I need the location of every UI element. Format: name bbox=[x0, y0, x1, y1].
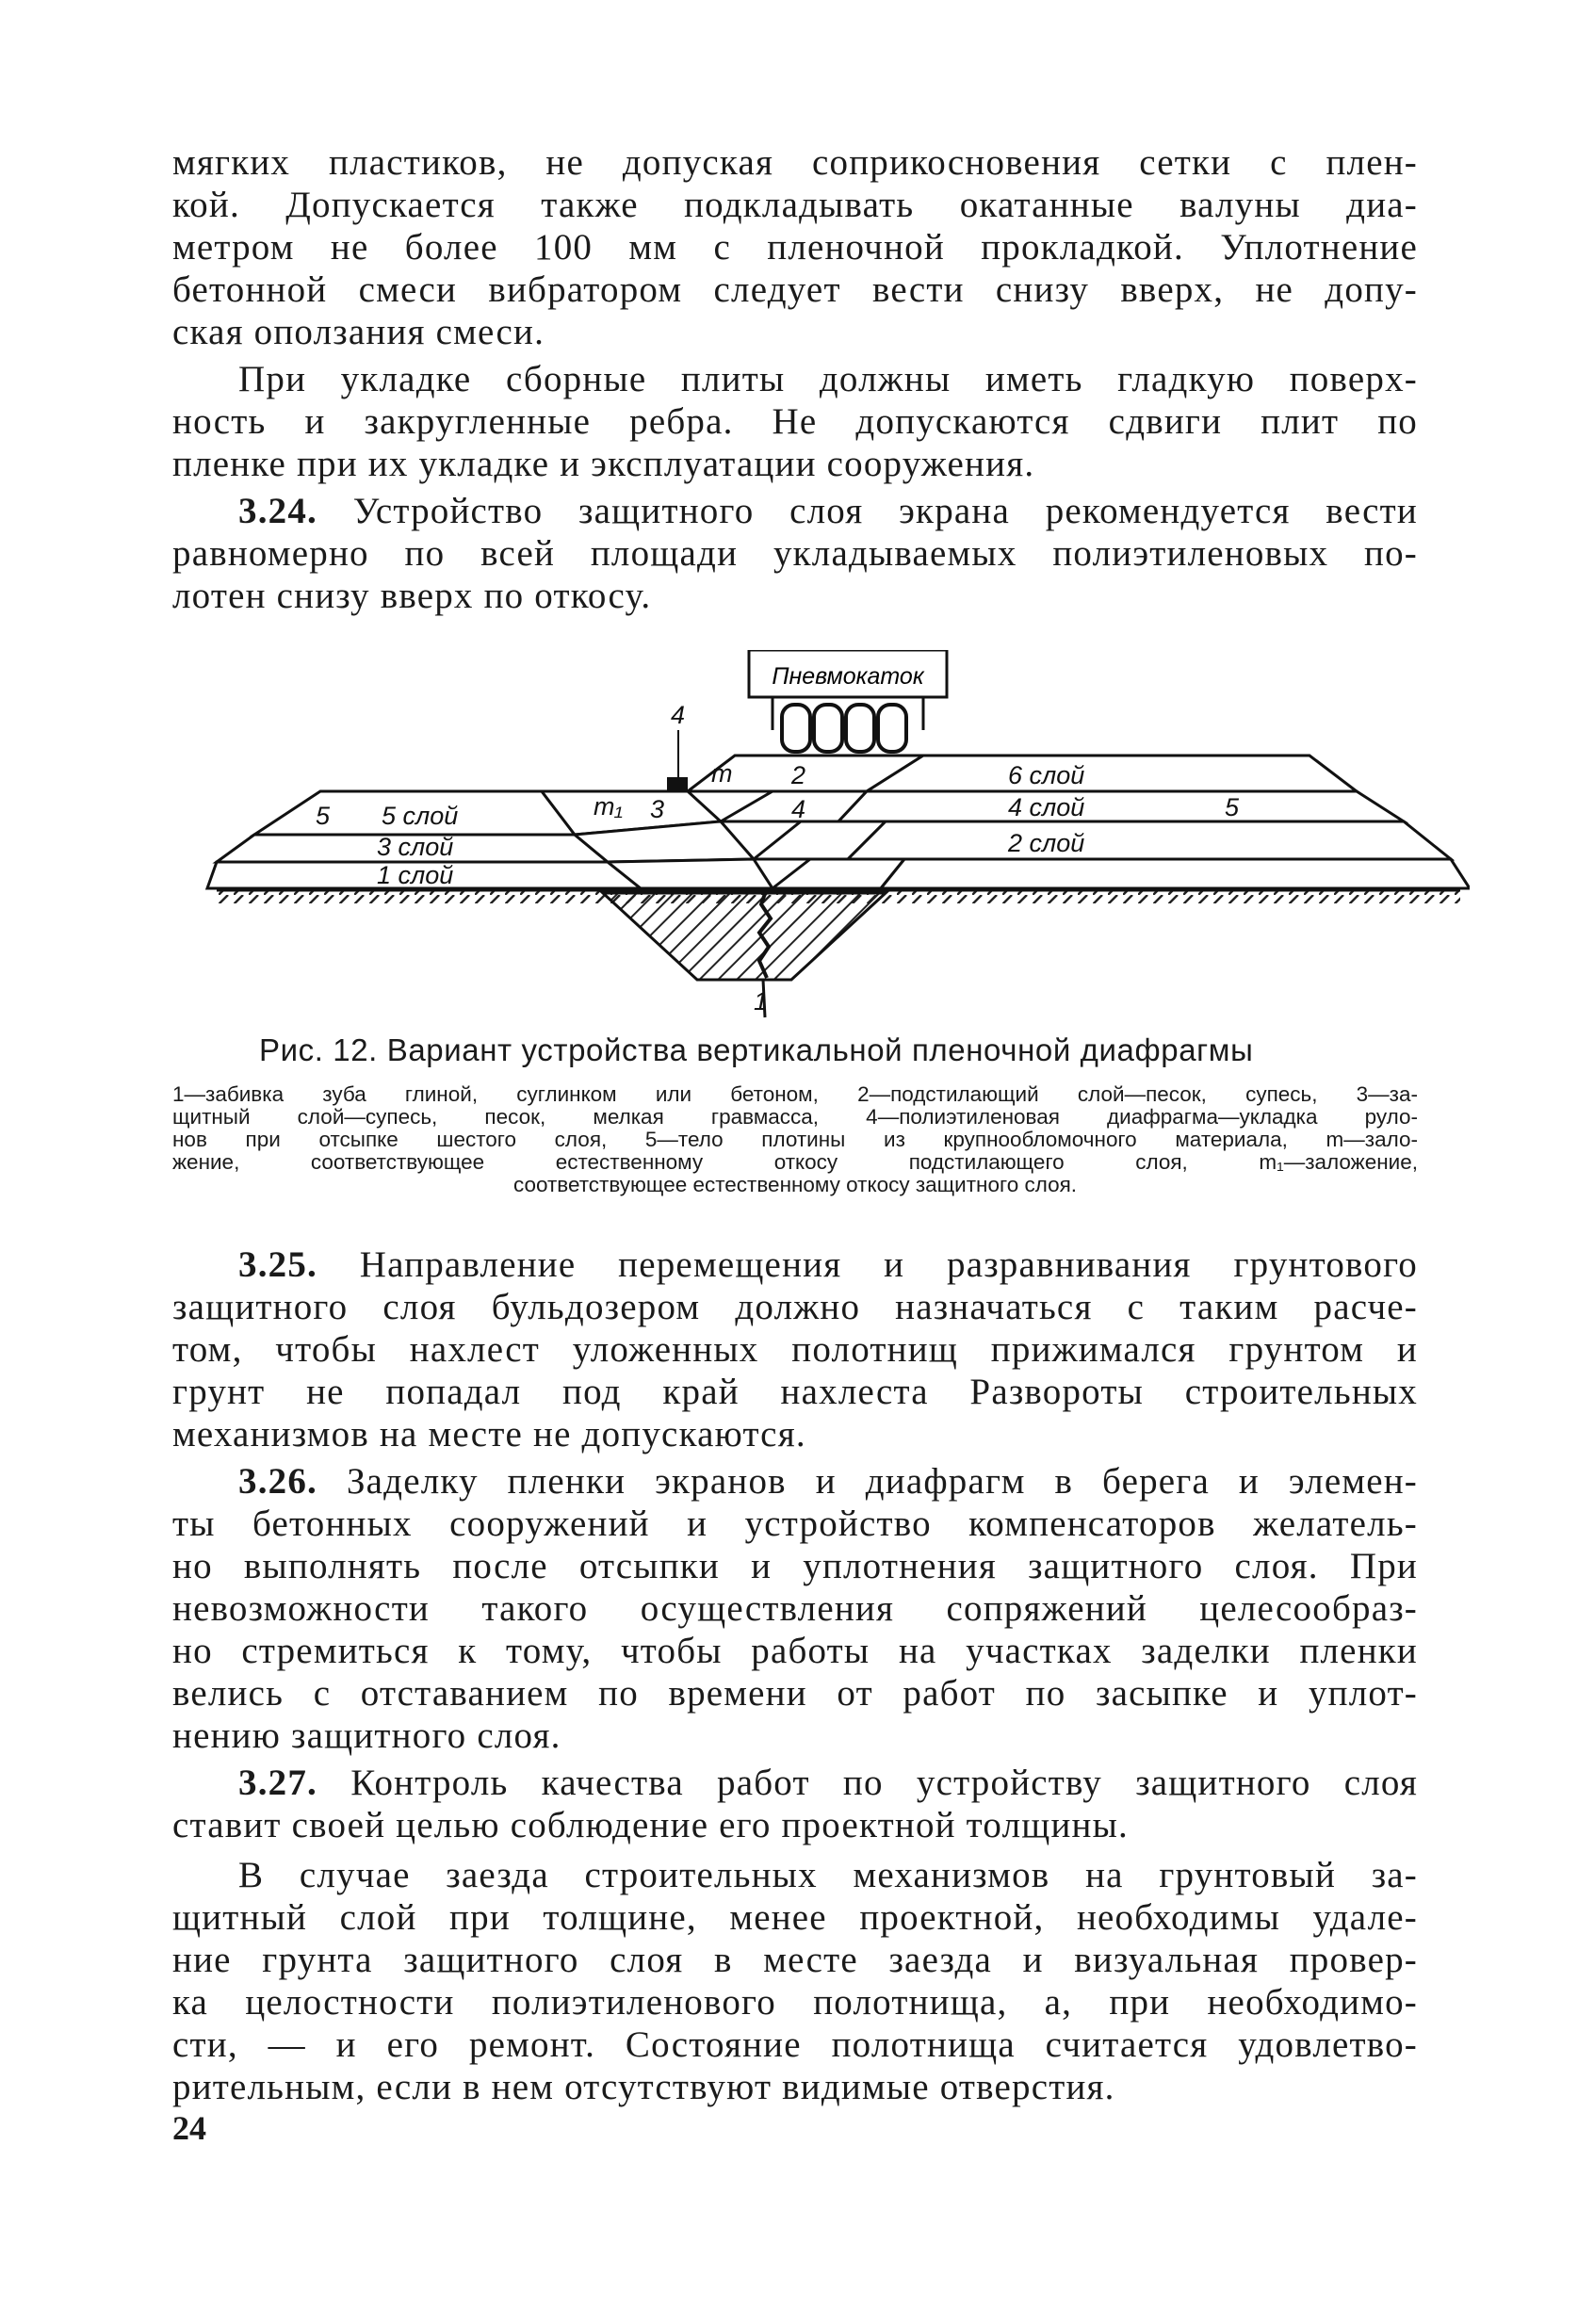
text-line: Направление перемещения и разравнивания грунтового bbox=[359, 1244, 1419, 1285]
label-3: 3 bbox=[650, 795, 665, 823]
text-line: грунт не попадал под край нахлеста Развороты строительных bbox=[172, 1372, 1418, 1412]
text-line: невозможности такого осуществления сопряжений целесообраз- bbox=[172, 1588, 1418, 1629]
section-number: 3.26. bbox=[238, 1461, 317, 1502]
text-line: При укладке сборные плиты должны иметь гладкую поверх- bbox=[238, 359, 1418, 399]
text-line: ка целостности полиэтиленового полотнища, а, при необходимо- bbox=[172, 1982, 1418, 2023]
diagram-vertical-film-diaphragm bbox=[188, 650, 1470, 1027]
figure-caption-title: Рис. 12. Вариант устройства вертикальной пленочной диафрагмы bbox=[259, 1032, 1254, 1067]
section-number: 3.24. bbox=[238, 491, 317, 531]
label-layer-6: 6 слой bbox=[1008, 761, 1085, 789]
label-layer-5: 5 слой bbox=[382, 802, 459, 830]
text-line: механизмов на месте не допускаются. bbox=[172, 1414, 806, 1455]
text-line: метром не более 100 мм с пленочной прокладкой. Уплотнение bbox=[172, 227, 1418, 268]
section-3-26 bbox=[172, 1460, 1418, 1757]
text-line: равномерно по всей площади укладываемых полиэтиленовых по- bbox=[172, 533, 1418, 574]
label-layer-3: 3 слой bbox=[377, 833, 454, 861]
text-line: защитного слоя бульдозером должно назначаться с таким расче- bbox=[172, 1287, 1418, 1327]
text-line: но выполнять после отсыпки и уплотнения защитного слоя. При bbox=[172, 1546, 1418, 1586]
text-line: но стремиться к тому, чтобы работы на участках заделки пленки bbox=[172, 1631, 1418, 1671]
pneumatic-roller bbox=[749, 650, 947, 752]
label-layer-1: 1 слой bbox=[377, 861, 454, 889]
paragraph-plates bbox=[172, 358, 1418, 485]
paragraph-vehicle-entry bbox=[172, 1854, 1418, 2108]
caption-line: соответствующее естественному откосу защитного слоя. bbox=[512, 1173, 1078, 1196]
label-1: 1 bbox=[754, 987, 769, 1016]
section-number: 3.25. bbox=[238, 1244, 317, 1285]
text-line: том, чтобы нахлест уложенных полотнищ прижимался грунтом и bbox=[172, 1329, 1418, 1370]
label-4: 4 bbox=[671, 701, 686, 729]
caption-line: 1—забивка зуба глиной, суглинком или бетоном, 2—подстилающий слой—песок, супесь, 3—за- bbox=[172, 1082, 1418, 1106]
text-line: рительным, если в нем отсутствуют видимые отверстия. bbox=[172, 2067, 1115, 2107]
right-layers bbox=[838, 756, 1470, 888]
section-3-25 bbox=[172, 1243, 1418, 1455]
clay-tooth-trench bbox=[603, 893, 886, 980]
text-line: мягких пластиков, не допуская соприкосновения сетки с плен- bbox=[172, 142, 1418, 183]
text-line: ность и закругленные ребра. Не допускаются сдвиги плит по bbox=[172, 401, 1418, 442]
figure-caption-legend bbox=[172, 1083, 1418, 1196]
text-line: бетонной смеси вибратором следует вести снизу вверх, не допу- bbox=[172, 269, 1418, 310]
label-m1: m₁ bbox=[594, 792, 624, 821]
label-5-right: 5 bbox=[1225, 793, 1240, 821]
text-line: велись с отставанием по времени от работ по засыпке и уплот- bbox=[172, 1673, 1418, 1714]
caption-line: щитный слой—супесь, песок, мелкая гравмасса, 4—полиэтиленовая диафрагма—укладка руло- bbox=[172, 1105, 1418, 1129]
text-line: лотен снизу вверх по откосу. bbox=[172, 576, 652, 616]
paragraph-intro bbox=[172, 141, 1418, 353]
text-line: Контроль качества работ по устройству защитного слоя bbox=[350, 1763, 1419, 1803]
text-line: В случае заезда строительных механизмов на грунтовый за- bbox=[238, 1855, 1418, 1895]
section-number: 3.27. bbox=[238, 1763, 317, 1803]
section-3-27 bbox=[172, 1762, 1418, 1846]
page-number: 24 bbox=[172, 2109, 206, 2147]
text-line: ты бетонных сооружений и устройство компенсаторов желатель- bbox=[172, 1503, 1418, 1544]
label-4-inner: 4 bbox=[791, 795, 806, 823]
text-line: щитный слой при толщине, менее проектной, необходимы удале- bbox=[172, 1897, 1418, 1938]
label-m: m bbox=[711, 759, 733, 788]
section-3-24 bbox=[172, 490, 1418, 617]
caption-line: жение, соответствующее естественному откосу подстилающего слоя, m₁—заложение, bbox=[172, 1150, 1418, 1174]
text-line: пленке при их укладке и эксплуатации сооружения. bbox=[172, 444, 1035, 484]
caption-line: нов при отсыпке шестого слоя, 5—тело плотины из крупнообломочного материала, m—зало- bbox=[172, 1128, 1418, 1151]
text-line: Заделку пленки экранов и диафрагм в берега и элемен- bbox=[346, 1461, 1418, 1502]
text-line: Устройство защитного слоя экрана рекомендуется вести bbox=[352, 491, 1418, 531]
text-line: ставит своей целью соблюдение его проектной толщины. bbox=[172, 1805, 1129, 1845]
label-5-left: 5 bbox=[316, 802, 331, 830]
text-line: ская оползания смеси. bbox=[172, 312, 545, 352]
label-2: 2 bbox=[791, 761, 806, 789]
label-layer-2: 2 слой bbox=[1008, 829, 1085, 857]
roller-label: Пневмокаток bbox=[772, 663, 924, 690]
text-line: нению защитного слоя. bbox=[172, 1715, 561, 1756]
text-line: сти, — и его ремонт. Состояние полотнища считается удовлетво- bbox=[172, 2024, 1418, 2065]
text-line: ние грунта защитного слоя в месте заезда и визуальная провер- bbox=[172, 1940, 1418, 1980]
label-layer-4: 4 слой bbox=[1008, 793, 1085, 821]
text-line: кой. Допускается также подкладывать окатанные валуны диа- bbox=[172, 185, 1418, 225]
